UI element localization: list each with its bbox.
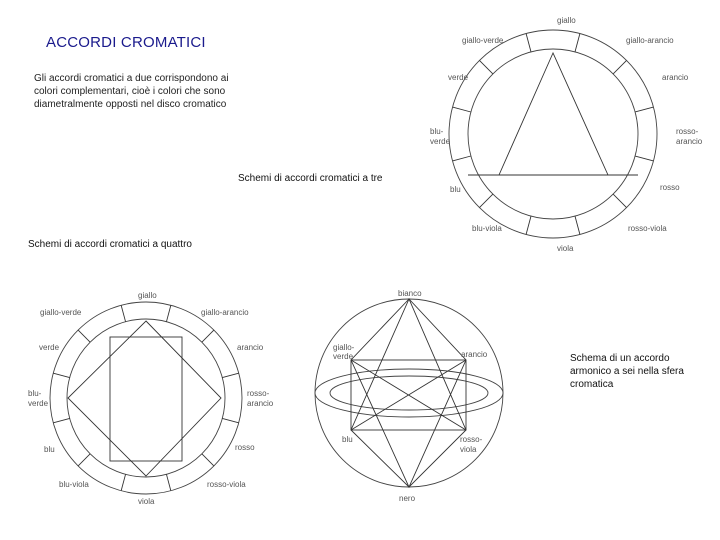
label-blu-viola: blu-viola bbox=[472, 224, 502, 233]
caption-six-colors: Schema di un accordo armonico a sei nella sfera cromatica bbox=[570, 353, 684, 390]
label-giallo-verde: giallo-verde bbox=[462, 36, 504, 45]
label-giallo-arancio: giallo-arancio bbox=[201, 308, 249, 317]
label-rosso-viola: rosso-viola bbox=[207, 480, 246, 489]
label-blu: blu- bbox=[28, 389, 42, 398]
page-title: ACCORDI CROMATICI bbox=[46, 34, 206, 51]
label-blu: blu- bbox=[430, 127, 444, 136]
label-arancio-2: arancio bbox=[676, 137, 703, 146]
label-giallo: giallo bbox=[557, 16, 576, 25]
label-verde-2: verde bbox=[28, 399, 49, 408]
label-verde-2: verde bbox=[430, 137, 451, 146]
label-giallo: giallo bbox=[138, 291, 157, 300]
sphere-back-diamond bbox=[351, 299, 466, 487]
label-giallo-verde: giallo-verde bbox=[40, 308, 82, 317]
label-nero: nero bbox=[399, 494, 416, 503]
label-giallo: giallo- bbox=[333, 343, 355, 352]
label-blu-3: blu bbox=[44, 445, 55, 454]
label-rosso-viola: rosso-viola bbox=[628, 224, 667, 233]
sphere-outline bbox=[315, 299, 503, 487]
label-rosso-2: rosso bbox=[660, 183, 680, 192]
label-verde: verde bbox=[333, 352, 354, 361]
label-rosso: rosso- bbox=[460, 435, 483, 444]
label-arancio: arancio bbox=[461, 350, 488, 359]
label-viola: viola bbox=[557, 244, 574, 253]
label-viola: viola bbox=[138, 497, 155, 506]
label-giallo-arancio: giallo-arancio bbox=[626, 36, 674, 45]
label-arancio: arancio bbox=[662, 73, 689, 82]
label-viola: viola bbox=[460, 445, 477, 454]
label-verde: verde bbox=[39, 343, 60, 352]
label-rosso: rosso- bbox=[247, 389, 270, 398]
label-arancio-2: arancio bbox=[247, 399, 274, 408]
sphere-front-diamond bbox=[351, 299, 466, 487]
caption-four-colors: Schemi di accordi cromatici a quattro bbox=[28, 239, 192, 250]
sphere-equator-inner bbox=[330, 376, 488, 410]
intro-text: Gli accordi cromatici a due corrispondono ai colori complementari, cioè i colori che sono diametralmente opposti nel disco cromatico bbox=[34, 73, 229, 110]
label-blu: blu bbox=[342, 435, 353, 444]
label-bianco: bianco bbox=[398, 289, 422, 298]
label-blu-3: blu bbox=[450, 185, 461, 194]
caption-three-colors: Schemi di accordi cromatici a tre bbox=[238, 173, 383, 184]
label-blu-viola: blu-viola bbox=[59, 480, 89, 489]
label-rosso: rosso- bbox=[676, 127, 699, 136]
label-arancio: arancio bbox=[237, 343, 264, 352]
label-rosso-2: rosso bbox=[235, 443, 255, 452]
label-verde: verde bbox=[448, 73, 469, 82]
